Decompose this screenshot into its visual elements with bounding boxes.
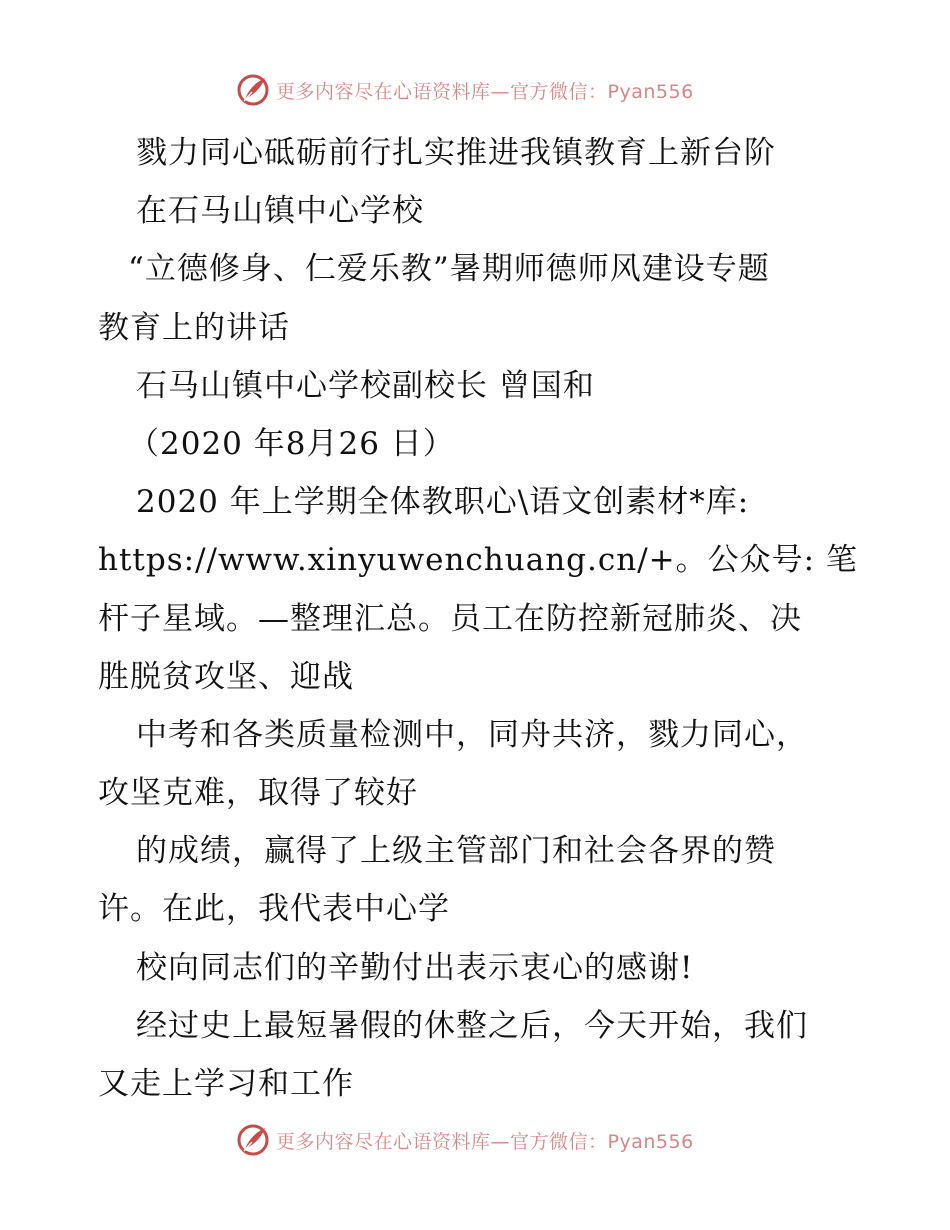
header-watermark-banner xyxy=(236,70,694,110)
feather-quill-icon xyxy=(236,1123,270,1157)
document-title: 戮力同心砥砺前行扎实推进我镇教育上新台阶 xyxy=(136,135,776,171)
text-line: 又走上学习和工作 xyxy=(98,1066,354,1102)
text-line: 的成绩，赢得了上级主管部门和社会各界的赞 xyxy=(136,833,776,870)
text-line: 攻坚克难，取得了较好 xyxy=(98,775,418,812)
text-line: 经过史上最短暑假的休整之后，今天开始，我们 xyxy=(136,1007,808,1044)
text-line: https://www.xinyuwenchuang.cn/+。公众号: 笔 xyxy=(98,542,858,579)
watermark-text: 更多内容尽在心语资料库—官方微信：Pyan556 xyxy=(276,1130,694,1153)
text-line: 胜脱贫攻坚、迎战 xyxy=(98,658,354,695)
text-line: 杆子星域。—整理汇总。员工在防控新冠肺炎、决 xyxy=(98,600,802,637)
text-line: 中考和各类质量检测中，同舟共济，戮力同心， xyxy=(136,716,808,753)
feather-quill-icon xyxy=(236,73,270,107)
text-line: 2020 年上学期全体教职心\语文创素材*库: xyxy=(136,484,750,521)
text-line: 教育上的讲话 xyxy=(98,309,290,346)
document-body xyxy=(98,124,858,1113)
watermark-text: 更多内容尽在心语资料库—官方微信：Pyan556 xyxy=(276,80,694,103)
text-line: 许。在此，我代表中心学 xyxy=(98,891,450,928)
text-line: 在石马山镇中心学校 xyxy=(136,193,424,230)
text-line: “立德修身、仁爱乐教”暑期师德师风建设专题 xyxy=(128,251,770,288)
author-line: 石马山镇中心学校副校长 曾国和 xyxy=(136,367,595,404)
text-line: 校向同志们的辛勤付出表示衷心的感谢! xyxy=(136,949,694,986)
date-line: （2020 年8月26 日） xyxy=(128,425,455,462)
footer-watermark-banner xyxy=(236,1120,694,1160)
